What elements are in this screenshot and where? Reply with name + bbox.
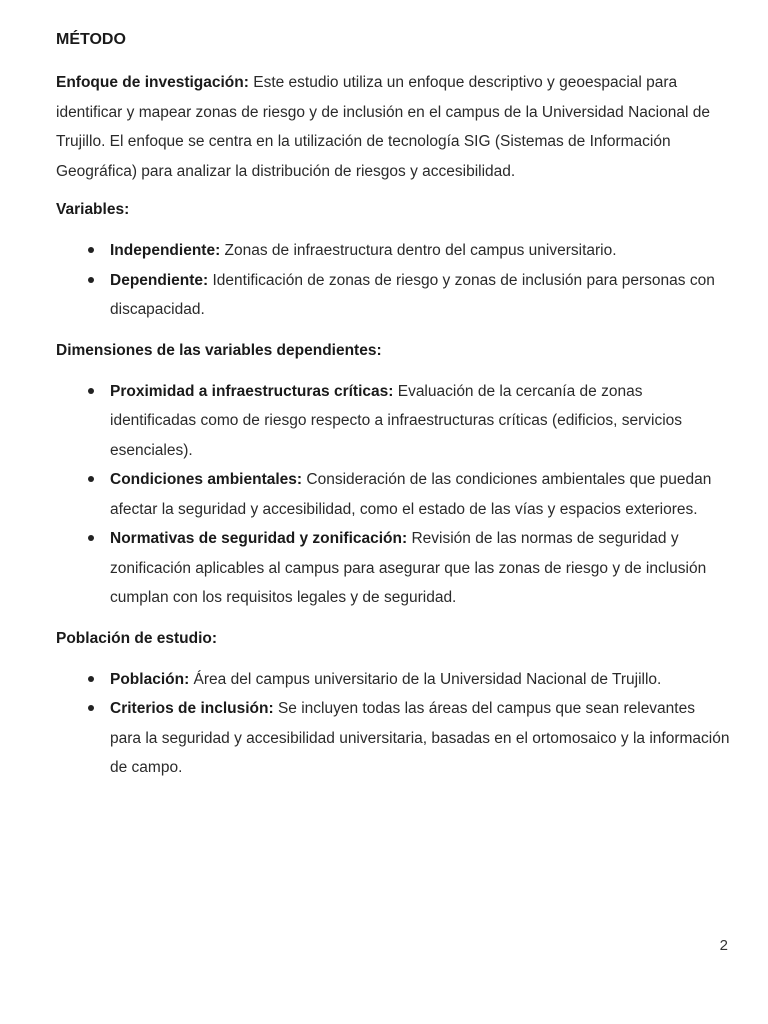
bullet-icon — [88, 388, 94, 394]
list-item-label: Independiente: — [110, 242, 221, 259]
list-item-regulations — [110, 524, 730, 613]
list-item-text: Revisión de las normas de seguridad y zonificación aplicables al campus para asegurar que las zonas de riesgo y de inclusión cumplan con los requisitos legales y de seguridad. — [110, 530, 707, 606]
dimensions-list — [56, 377, 730, 613]
list-item-inclusion-criteria — [110, 694, 730, 783]
list-item-population — [110, 665, 730, 695]
section-title: MÉTODO — [56, 31, 126, 48]
research-approach-text: Este estudio utiliza un enfoque descriptivo y geoespacial para identificar y mapear zonas de riesgo y de inclusión en el campus de la Universidad Nacional de Trujillo. El enfoque se centra en la utilización de tecnología SIG (Sistemas de Información Geográfica) para analizar la distribución de riesgos y accesibilidad. — [56, 74, 710, 180]
list-item-label: Criterios de inclusión: — [110, 700, 274, 717]
list-item-independent — [110, 236, 730, 266]
bullet-icon — [88, 535, 94, 541]
list-item-text: Identificación de zonas de riesgo y zonas de inclusión para personas con discapacidad. — [110, 271, 715, 318]
list-item-text: Evaluación de la cercanía de zonas identificadas como de riesgo respecto a infraestructuras críticas (edificios, servicios esenciales). — [110, 382, 683, 459]
list-item-proximity — [110, 377, 730, 466]
research-approach-label: Enfoque de investigación: — [56, 74, 249, 91]
list-item-environmental — [110, 465, 730, 524]
variables-heading: Variables: — [56, 201, 130, 218]
list-item-text: Zonas de infraestructura dentro del campus universitario. — [220, 242, 617, 259]
research-approach-paragraph — [56, 68, 730, 186]
variables-list — [56, 236, 730, 325]
list-item-label: Proximidad a infraestructuras críticas: — [110, 382, 394, 400]
bullet-icon — [88, 676, 94, 682]
bullet-icon — [88, 476, 94, 482]
page-number: 2 — [719, 937, 728, 954]
list-item-text: Se incluyen todas las áreas del campus que sean relevantes para la seguridad y accesibilidad universitaria, basadas en el ortomosaico y la información de campo. — [110, 700, 730, 776]
bullet-icon — [88, 277, 94, 283]
list-item-label: Dependiente: — [110, 271, 209, 289]
list-item-label: Población: — [110, 670, 190, 688]
list-item-text: Consideración de las condiciones ambientales que puedan afectar la seguridad y accesibilidad, como el estado de las vías y espacios exteriores. — [110, 471, 712, 518]
dimensions-heading: Dimensiones de las variables dependientes: — [56, 341, 382, 359]
bullet-icon — [88, 247, 94, 253]
document-page — [56, 30, 730, 797]
population-heading: Población de estudio: — [56, 629, 218, 647]
bullet-icon — [88, 705, 94, 711]
population-list — [56, 665, 730, 783]
list-item-label: Normativas de seguridad y zonificación: — [110, 530, 408, 547]
list-item-label: Condiciones ambientales: — [110, 471, 303, 488]
list-item-text: Área del campus universitario de la Universidad Nacional de Trujillo. — [189, 670, 662, 688]
list-item-dependent — [110, 266, 730, 325]
